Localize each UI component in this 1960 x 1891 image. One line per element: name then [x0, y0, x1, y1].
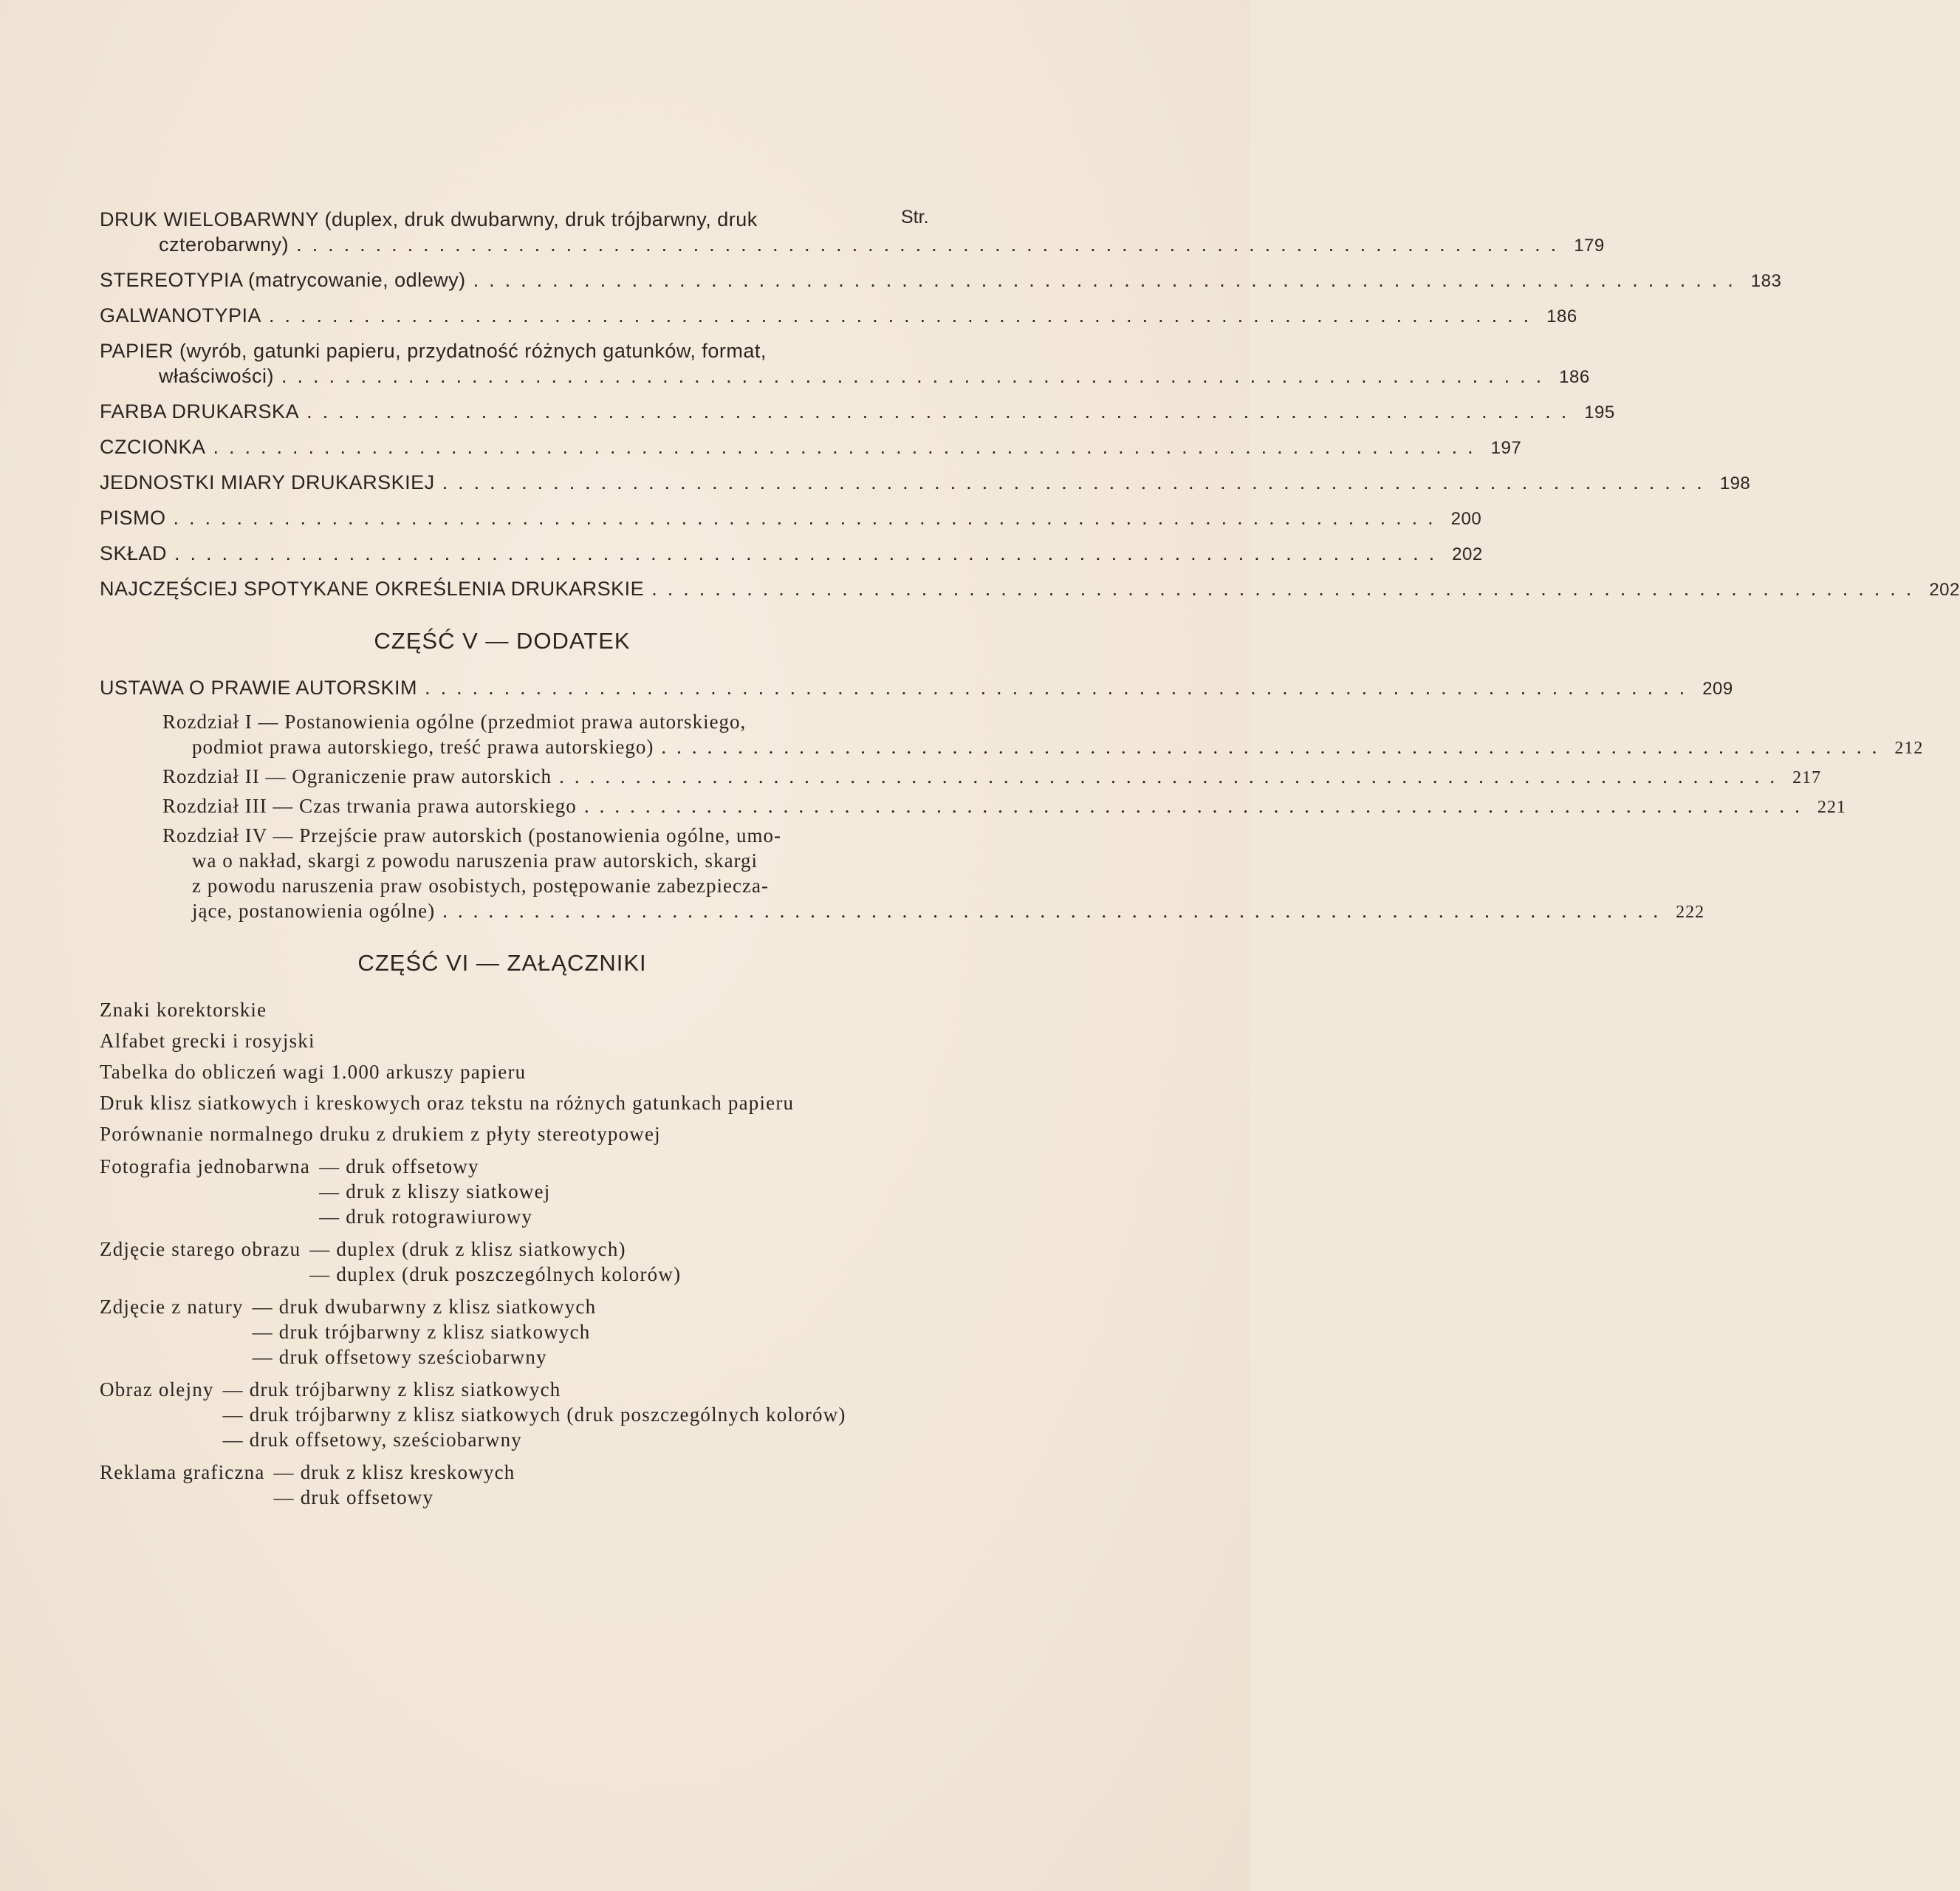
toc-entry	[100, 470, 1751, 496]
attachment-item: Alfabet grecki i rosyjski	[100, 1030, 315, 1052]
toc-page-number: 212	[1894, 739, 1924, 758]
toc-page-number: 197	[1490, 438, 1522, 458]
page-column-label: Str.	[901, 207, 929, 228]
toc-entry	[100, 267, 1782, 294]
toc-entry	[100, 675, 1733, 702]
toc-page-number: 183	[1750, 271, 1782, 291]
leader-dots: ................................................................................	[173, 507, 1444, 529]
toc-entry-text: wa o nakład, skargi z powodu naruszenia praw autorskich, skargi	[192, 849, 758, 872]
toc-entry	[100, 434, 1522, 461]
attachment-variant: — druk offsetowy sześciobarwny	[252, 1346, 547, 1368]
attachment-variant: — druk z kliszy siatkowej	[319, 1180, 551, 1203]
toc-entry	[100, 576, 1960, 603]
attachment-group	[100, 1460, 949, 1510]
part5-entries	[100, 675, 1924, 925]
attachment-variant: — duplex (druk poszczególnych kolorów)	[309, 1263, 682, 1285]
attachment-item: Druk klisz siatkowych i kreskowych oraz tekstu na różnych gatunkach papieru	[100, 1092, 795, 1114]
toc-entry-text: GALWANOTYPIA	[100, 304, 262, 326]
toc-page-number: 222	[1676, 903, 1705, 922]
toc-entry	[100, 399, 1615, 425]
attachment-variant: — druk trójbarwny z klisz siatkowych	[222, 1378, 561, 1401]
attachment-variant: — druk z klisz kreskowych	[273, 1461, 515, 1483]
toc-page-number: 198	[1719, 473, 1751, 493]
toc-page-number: 202	[1929, 580, 1960, 600]
part6-attachments	[100, 997, 949, 1510]
attachment-item: Tabelka do obliczeń wagi 1.000 arkuszy papieru	[100, 1061, 527, 1083]
toc-entry-text: podmiot prawa autorskiego, treść prawa autorskiego)	[192, 736, 654, 758]
part6-heading: CZĘŚĆ VI — ZAŁĄCZNIKI	[357, 950, 647, 976]
attachment-variant: — druk offsetowy	[319, 1155, 479, 1177]
toc-entry	[100, 207, 1605, 259]
toc-page-number: 217	[1792, 768, 1822, 787]
toc-page-number: 221	[1817, 798, 1846, 817]
attachment-group-label: Obraz olejny	[100, 1378, 214, 1401]
leader-dots: ................................................................................	[213, 436, 1484, 458]
toc-entry	[100, 764, 1822, 790]
leader-dots: ................................................................................	[661, 736, 1888, 758]
leader-dots: ................................................................................	[559, 765, 1786, 787]
part5-heading: CZĘŚĆ V — DODATEK	[374, 628, 631, 654]
leader-dots: ................................................................................	[583, 795, 1810, 817]
toc-entry-text: jące, postanowienia ogólne)	[192, 900, 436, 922]
leader-dots: ................................................................................	[473, 269, 1744, 291]
toc-page-number: 195	[1584, 403, 1615, 423]
attachment-item: Porównanie normalnego druku z drukiem z płyty stereotypowej	[100, 1123, 661, 1145]
table-of-contents	[100, 207, 1960, 1510]
toc-entry-text: właściwości)	[159, 365, 275, 387]
toc-entry-text: JEDNOSTKI MIARY DRUKARSKIEJ	[100, 471, 435, 493]
toc-entry-text: Rozdział II — Ograniczenie praw autorskich	[162, 765, 552, 787]
attachment-variant: — duplex (druk z klisz siatkowych)	[309, 1238, 626, 1260]
attachment-variant: — druk rotograwiurowy	[319, 1206, 533, 1228]
toc-entry	[100, 823, 1705, 925]
toc-entry	[100, 338, 1590, 390]
toc-entry-text: Rozdział III — Czas trwania prawa autorskiego	[162, 795, 577, 817]
part4-entries	[100, 207, 1960, 603]
attachment-variant: — druk offsetowy	[273, 1486, 434, 1508]
toc-entry	[100, 541, 1483, 567]
toc-entry	[100, 709, 1924, 761]
leader-dots: ................................................................................	[281, 365, 1552, 387]
toc-page-number: 179	[1574, 236, 1605, 256]
toc-entry-text: Rozdział I — Postanowienia ogólne (przedmiot prawa autorskiego,	[162, 711, 747, 733]
toc-page-number: 202	[1452, 544, 1483, 564]
attachment-variant: — druk trójbarwny z klisz siatkowych	[252, 1321, 591, 1343]
leader-dots: ................................................................................	[269, 304, 1540, 326]
attachment-group-label: Zdjęcie z natury	[100, 1296, 244, 1318]
leader-dots: ................................................................................	[442, 900, 1669, 922]
attachment-group	[100, 1237, 949, 1287]
toc-entry-text: z powodu naruszenia praw osobistych, postępowanie zabezpiecza-	[192, 875, 769, 897]
attachment-group	[100, 1154, 949, 1229]
attachment-group	[100, 1377, 949, 1452]
toc-entry-text: PAPIER (wyrób, gatunki papieru, przydatność różnych gatunków, format,	[100, 340, 767, 362]
toc-entry-text: NAJCZĘŚCIEJ SPOTYKANE OKREŚLENIA DRUKARSKIE	[100, 578, 645, 600]
leader-dots: ................................................................................	[174, 542, 1445, 564]
toc-entry-text: czterobarwny)	[159, 233, 289, 256]
attachment-item: Znaki korektorskie	[100, 999, 267, 1021]
leader-dots: ................................................................................	[306, 400, 1577, 423]
attachment-variant: — druk offsetowy, sześciobarwny	[222, 1429, 522, 1451]
leader-dots: ................................................................................	[296, 233, 1567, 256]
toc-page-number: 200	[1450, 509, 1482, 529]
attachment-variant: — druk dwubarwny z klisz siatkowych	[252, 1296, 597, 1318]
toc-entry-text: STEREOTYPIA (matrycowanie, odlewy)	[100, 269, 466, 291]
attachment-group-label: Zdjęcie starego obrazu	[100, 1238, 301, 1260]
leader-dots: ................................................................................	[442, 471, 1713, 493]
toc-entry-text: PISMO	[100, 507, 166, 529]
toc-entry-text: FARBA DRUKARSKA	[100, 400, 300, 423]
toc-entry	[100, 303, 1577, 329]
toc-entry-text: Rozdział IV — Przejście praw autorskich (postanowienia ogólne, umo-	[162, 824, 782, 847]
leader-dots: ................................................................................	[651, 578, 1922, 600]
toc-entry-text: CZCIONKA	[100, 436, 206, 458]
attachment-group-label: Fotografia jednobarwna	[100, 1155, 311, 1177]
toc-page-number: 186	[1546, 307, 1577, 326]
leader-dots: ................................................................................	[425, 677, 1696, 699]
toc-entry-text: SKŁAD	[100, 542, 168, 564]
attachment-group-label: Reklama graficzna	[100, 1461, 265, 1483]
attachment-group	[100, 1294, 949, 1369]
attachment-variant: — druk trójbarwny z klisz siatkowych (druk poszczególnych kolorów)	[222, 1403, 846, 1426]
toc-entry	[100, 793, 1846, 820]
toc-page-number: 209	[1702, 679, 1733, 699]
toc-entry-text: DRUK WIELOBARWNY (duplex, druk dwubarwny, druk trójbarwny, druk	[100, 208, 758, 230]
toc-entry-text: USTAWA O PRAWIE AUTORSKIM	[100, 677, 418, 699]
toc-page-number: 186	[1559, 367, 1590, 387]
toc-entry	[100, 505, 1482, 532]
